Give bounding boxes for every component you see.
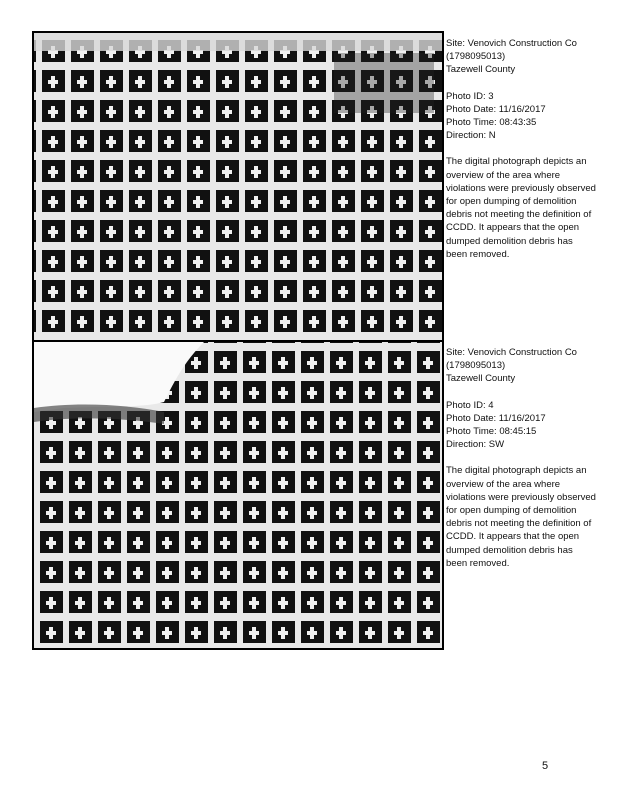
photo-date: Photo Date: 11/16/2017 <box>446 412 546 424</box>
photo-id: Photo ID: 4 <box>446 399 494 411</box>
photo-3-caption <box>446 37 596 261</box>
photo-4-caption <box>446 346 596 570</box>
photo-description: The digital photograph depicts an overview of the area where violations were previously observed for open dumping of demolition debris not meeting the definition of CCDD. It appears that the open dumped demolition debris has been removed. <box>446 156 596 260</box>
photo-id: Photo ID: 3 <box>446 90 494 102</box>
photo-time: Photo Time: 08:45:15 <box>446 426 537 438</box>
site-id: (1798095013) <box>446 51 506 63</box>
photo-3-image <box>34 33 442 340</box>
page-number: 5 <box>542 760 549 772</box>
site-id: (1798095013) <box>446 360 506 372</box>
photo-description: The digital photograph depicts an overview of the area where violations were previously observed for open dumping of demolition debris not meeting the definition of CCDD. It appears that the open dumped demolition debris has been removed. <box>446 465 596 569</box>
site-name: Site: Venovich Construction Co <box>446 38 577 49</box>
site-photo-4 <box>32 340 444 650</box>
site-photo-3 <box>32 31 444 342</box>
site-name: Site: Venovich Construction Co <box>446 347 577 358</box>
county: Tazewell County <box>446 64 516 76</box>
photo-date: Photo Date: 11/16/2017 <box>446 103 546 115</box>
photo-time: Photo Time: 08:43:35 <box>446 117 537 129</box>
photo-4-image <box>34 342 442 648</box>
photo-direction: Direction: N <box>446 130 496 142</box>
county: Tazewell County <box>446 373 516 385</box>
photo-direction: Direction: SW <box>446 439 505 451</box>
